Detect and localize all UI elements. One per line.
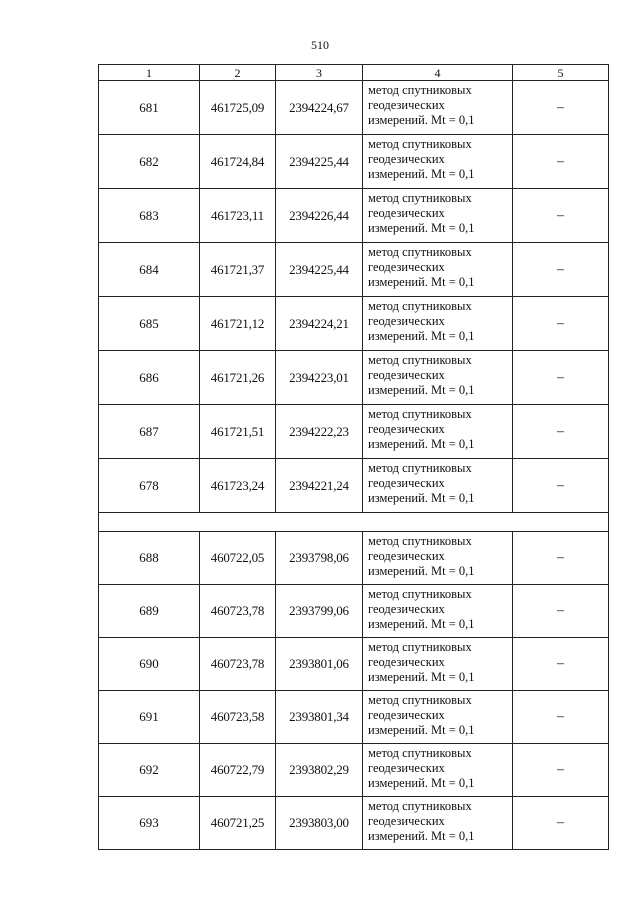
x-coordinate-cell: 461723,24 — [200, 459, 276, 513]
y-coordinate-cell: 2394226,44 — [276, 189, 363, 243]
method-text-line: геодезических — [368, 761, 445, 775]
method-text-line: геодезических — [368, 206, 445, 220]
page-number: 510 — [311, 38, 329, 52]
y-coordinate-cell: 2393802,29 — [276, 744, 363, 797]
point-number-cell: 688 — [99, 532, 200, 585]
method-text-line: геодезических — [368, 98, 445, 112]
method-text-line: метод спутниковых — [368, 299, 472, 313]
dash-mark-cell: – — [513, 638, 609, 691]
table-row — [99, 638, 609, 691]
x-coordinate-cell: 460722,05 — [200, 532, 276, 585]
point-number-cell: 693 — [99, 797, 200, 850]
method-text-line: геодезических — [368, 368, 445, 382]
method-text-line: метод спутниковых — [368, 191, 472, 205]
point-number-cell: 691 — [99, 691, 200, 744]
method-text-line: метод спутниковых — [368, 640, 472, 654]
method-text-line: измерений. Mt = 0,1 — [368, 329, 475, 343]
method-text-line: метод спутниковых — [368, 245, 472, 259]
y-coordinate-cell: 2393803,00 — [276, 797, 363, 850]
coordinates-table — [98, 64, 609, 850]
method-text-line: геодезических — [368, 708, 445, 722]
method-cell — [363, 459, 513, 513]
y-coordinate-cell: 2393799,06 — [276, 585, 363, 638]
y-coordinate-cell: 2394224,67 — [276, 81, 363, 135]
column-header-3: 3 — [276, 65, 363, 81]
method-cell — [363, 135, 513, 189]
table-body — [99, 81, 609, 850]
method-text-line: метод спутниковых — [368, 461, 472, 475]
table-row — [99, 351, 609, 405]
point-number-cell: 690 — [99, 638, 200, 691]
method-text-line: геодезических — [368, 549, 445, 563]
dash-mark-cell: – — [513, 691, 609, 744]
method-text-line: метод спутниковых — [368, 799, 472, 813]
table-row — [99, 585, 609, 638]
method-cell — [363, 81, 513, 135]
method-text-line: измерений. Mt = 0,1 — [368, 113, 475, 127]
table-row — [99, 81, 609, 135]
method-text-line: геодезических — [368, 314, 445, 328]
method-cell — [363, 638, 513, 691]
table-row — [99, 459, 609, 513]
method-text-line: метод спутниковых — [368, 83, 472, 97]
x-coordinate-cell: 460723,78 — [200, 585, 276, 638]
y-coordinate-cell: 2394222,23 — [276, 405, 363, 459]
method-text-line: метод спутниковых — [368, 353, 472, 367]
point-number-cell: 692 — [99, 744, 200, 797]
method-text-line: метод спутниковых — [368, 746, 472, 760]
method-cell — [363, 744, 513, 797]
dash-mark-cell: – — [513, 459, 609, 513]
method-text-line: измерений. Mt = 0,1 — [368, 723, 475, 737]
table-row — [99, 297, 609, 351]
dash-mark-cell: – — [513, 532, 609, 585]
table-row — [99, 744, 609, 797]
point-number-cell: 684 — [99, 243, 200, 297]
dash-mark-cell: – — [513, 744, 609, 797]
point-number-cell: 687 — [99, 405, 200, 459]
x-coordinate-cell: 460722,79 — [200, 744, 276, 797]
method-cell — [363, 351, 513, 405]
table-row — [99, 532, 609, 585]
method-text-line: геодезических — [368, 476, 445, 490]
dash-mark-cell: – — [513, 405, 609, 459]
table-row — [99, 797, 609, 850]
table-row — [99, 691, 609, 744]
x-coordinate-cell: 460723,58 — [200, 691, 276, 744]
method-text-line: измерений. Mt = 0,1 — [368, 776, 475, 790]
x-coordinate-cell: 461724,84 — [200, 135, 276, 189]
dash-mark-cell: – — [513, 297, 609, 351]
method-cell — [363, 532, 513, 585]
column-header-2: 2 — [200, 65, 276, 81]
point-number-cell: 681 — [99, 81, 200, 135]
method-text-line: геодезических — [368, 602, 445, 616]
dash-mark-cell: – — [513, 189, 609, 243]
method-text-line: измерений. Mt = 0,1 — [368, 167, 475, 181]
header-row — [99, 65, 609, 81]
dash-mark-cell: – — [513, 243, 609, 297]
x-coordinate-cell: 461725,09 — [200, 81, 276, 135]
method-text-line: метод спутниковых — [368, 137, 472, 151]
point-number-cell: 686 — [99, 351, 200, 405]
method-text-line: метод спутниковых — [368, 407, 472, 421]
y-coordinate-cell: 2394223,01 — [276, 351, 363, 405]
method-cell — [363, 585, 513, 638]
method-text-line: метод спутниковых — [368, 587, 472, 601]
method-cell — [363, 691, 513, 744]
table-row — [99, 243, 609, 297]
x-coordinate-cell: 461721,37 — [200, 243, 276, 297]
x-coordinate-cell: 460723,78 — [200, 638, 276, 691]
y-coordinate-cell: 2393798,06 — [276, 532, 363, 585]
method-text-line: измерений. Mt = 0,1 — [368, 437, 475, 451]
table-row — [99, 189, 609, 243]
x-coordinate-cell: 461723,11 — [200, 189, 276, 243]
point-number-cell: 682 — [99, 135, 200, 189]
method-text-line: измерений. Mt = 0,1 — [368, 221, 475, 235]
x-coordinate-cell: 461721,51 — [200, 405, 276, 459]
method-text-line: измерений. Mt = 0,1 — [368, 564, 475, 578]
point-number-cell: 685 — [99, 297, 200, 351]
point-number-cell: 683 — [99, 189, 200, 243]
y-coordinate-cell: 2393801,34 — [276, 691, 363, 744]
y-coordinate-cell: 2394225,44 — [276, 243, 363, 297]
method-cell — [363, 405, 513, 459]
method-text-line: измерений. Mt = 0,1 — [368, 491, 475, 505]
dash-mark-cell: – — [513, 81, 609, 135]
table-row — [99, 135, 609, 189]
method-cell — [363, 797, 513, 850]
point-number-cell: 689 — [99, 585, 200, 638]
dash-mark-cell: – — [513, 797, 609, 850]
method-cell — [363, 297, 513, 351]
point-number-cell: 678 — [99, 459, 200, 513]
method-text-line: измерений. Mt = 0,1 — [368, 383, 475, 397]
method-text-line: геодезических — [368, 422, 445, 436]
method-text-line: измерений. Mt = 0,1 — [368, 275, 475, 289]
method-text-line: метод спутниковых — [368, 693, 472, 707]
method-cell — [363, 189, 513, 243]
column-header-1: 1 — [99, 65, 200, 81]
y-coordinate-cell: 2394225,44 — [276, 135, 363, 189]
method-text-line: метод спутниковых — [368, 534, 472, 548]
x-coordinate-cell: 460721,25 — [200, 797, 276, 850]
table-header — [99, 65, 609, 81]
table-row — [99, 405, 609, 459]
method-text-line: измерений. Mt = 0,1 — [368, 617, 475, 631]
x-coordinate-cell: 461721,26 — [200, 351, 276, 405]
dash-mark-cell: – — [513, 135, 609, 189]
column-header-5: 5 — [513, 65, 609, 81]
method-text-line: геодезических — [368, 655, 445, 669]
y-coordinate-cell: 2394224,21 — [276, 297, 363, 351]
dash-mark-cell: – — [513, 351, 609, 405]
method-text-line: геодезических — [368, 260, 445, 274]
method-text-line: измерений. Mt = 0,1 — [368, 829, 475, 843]
y-coordinate-cell: 2393801,06 — [276, 638, 363, 691]
y-coordinate-cell: 2394221,24 — [276, 459, 363, 513]
separator-cell — [99, 513, 609, 532]
x-coordinate-cell: 461721,12 — [200, 297, 276, 351]
dash-mark-cell: – — [513, 585, 609, 638]
method-text-line: измерений. Mt = 0,1 — [368, 670, 475, 684]
column-header-4: 4 — [363, 65, 513, 81]
method-cell — [363, 243, 513, 297]
method-text-line: геодезических — [368, 152, 445, 166]
method-text-line: геодезических — [368, 814, 445, 828]
separator-row — [99, 513, 609, 532]
